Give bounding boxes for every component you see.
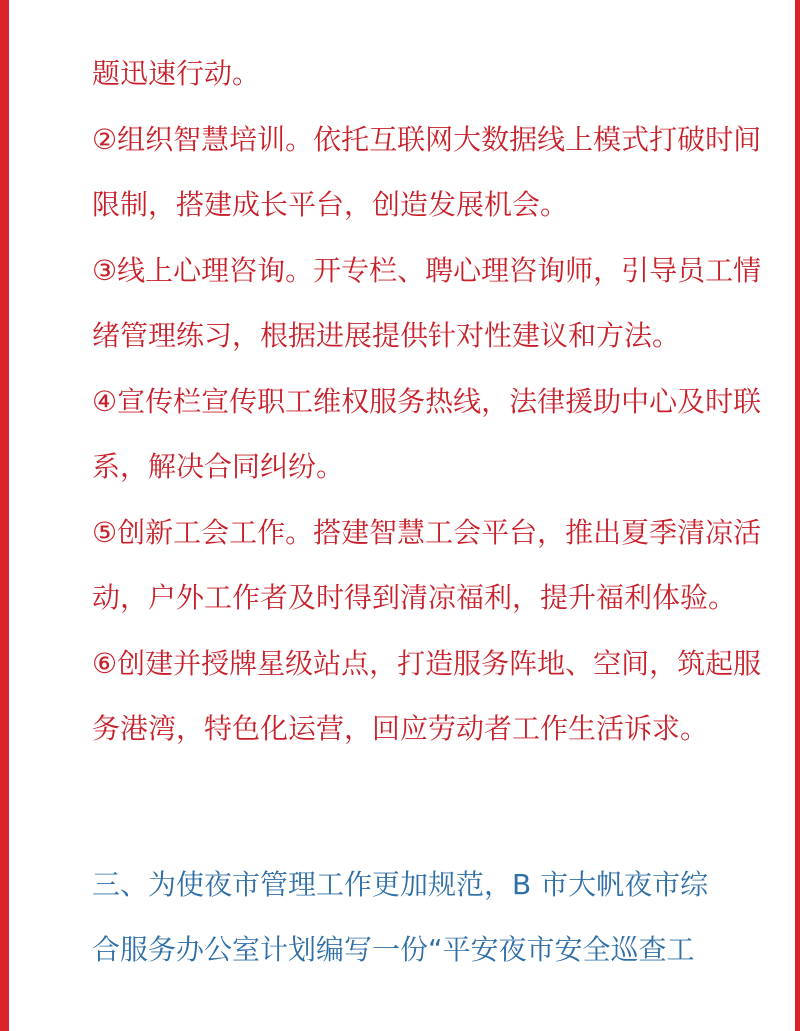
text-line: 动，户外工作者及时得到清凉福利，提升福利体验。: [92, 581, 737, 614]
section-spacer: [92, 769, 732, 859]
section-heading-line: 三、为使夜市管理工作更加规范，B 市大帆夜市综: [92, 867, 709, 901]
text-line: ④宣传栏宣传职工维权服务热线，法律援助中心及时联: [92, 384, 762, 418]
text-line: 题迅速行动。: [92, 57, 261, 90]
document-body: [92, 48, 762, 990]
text-line: 务港湾，特色化运营，回应劳动者工作生活诉求。: [92, 712, 709, 745]
left-red-border: [0, 0, 9, 1031]
text-line: 系，解决合同纠纷。: [92, 450, 345, 483]
section-heading-line: 合服务办公室计划编写一份“平安夜市安全巡查工: [92, 933, 695, 966]
right-red-border: [795, 0, 800, 1031]
text-line: ③线上心理咨询。开专栏、聘心理咨询师，引导员工情: [92, 253, 762, 287]
text-line: 绪管理练习，根据进展提供针对性建议和方法。: [92, 319, 681, 352]
text-line: ⑤创新工会工作。搭建智慧工会平台，推出夏季清凉活: [92, 515, 762, 549]
text-line: 限制，搭建成长平台，创造发展机会。: [92, 188, 569, 221]
text-line: ②组织智慧培训。依托互联网大数据线上模式打破时间: [92, 122, 762, 156]
text-line: ⑥创建并授牌星级站点，打造服务阵地、空间，筑起服: [92, 646, 762, 680]
